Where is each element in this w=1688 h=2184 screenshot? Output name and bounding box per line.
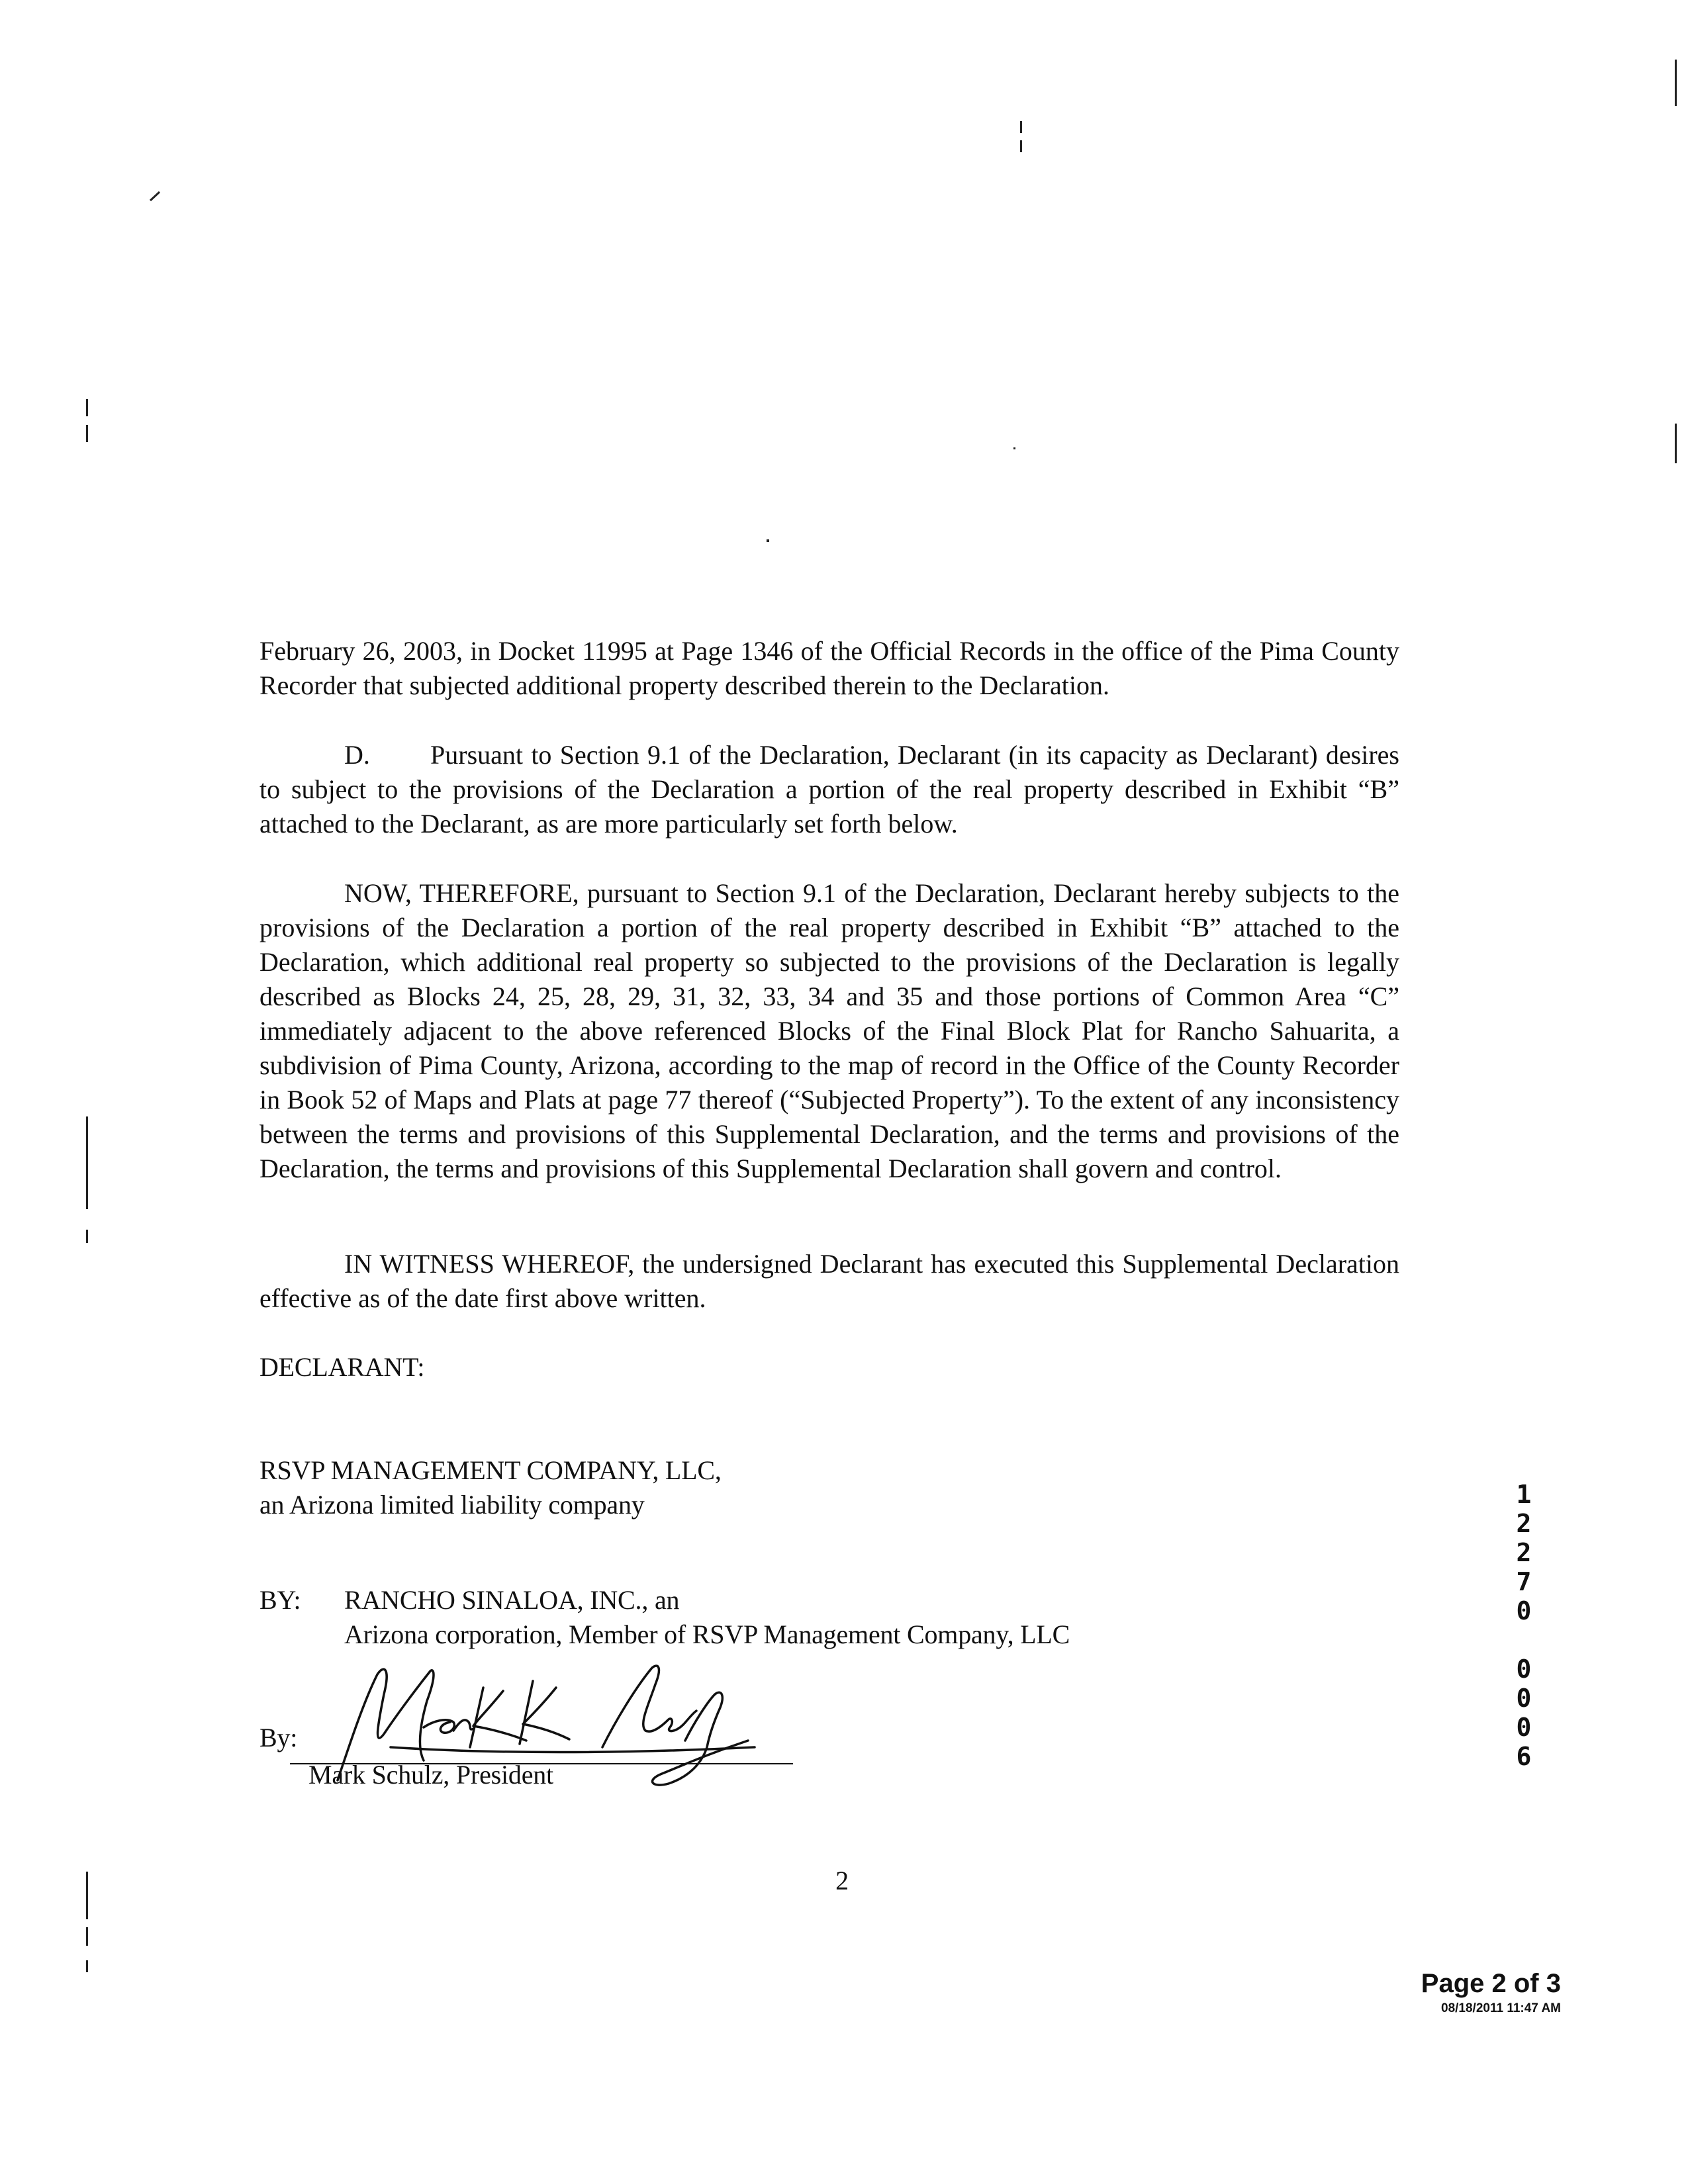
now-therefore-paragraph: NOW, THEREFORE, pursuant to Section 9.1 of the Declaration, Declarant hereby subjects to the provisions of the Declaration a portion of the real property described in Exhibit “B” attached to the Declaration, which additional real property so subjected to the provisions of the Declaration is legally described as Blocks 24, 25, 28, 29, 31, 32, 33, 34 and 35 and those portions of Common Area “C” immediately adjacent to the above referenced Blocks of the Final Block Plat for Rancho Sahuarita, a subdivision of Pima County, Arizona, according to the map of record in the Office of the County Recorder in Book 52 of Maps and Plats at page 77 thereof (“Subjected Property”). To the extent of any inconsistency between the terms and provisions of this Supplemental Declaration, and the terms and provisions of the Declaration, the terms and provisions of this Supplemental Declaration shall govern and control. <box>259 878 1399 1183</box>
footer-timestamp: 08/18/2011 11:47 AM <box>1441 2001 1561 2015</box>
declarant-label: DECLARANT: <box>259 1352 425 1382</box>
signature-by-label: By: <box>259 1723 298 1752</box>
recorder-stamp-digit <box>1511 1625 1537 1655</box>
by-label: BY: <box>259 1585 301 1615</box>
scan-mark <box>767 539 769 542</box>
paragraph-d-text: Pursuant to Section 9.1 of the Declaration, Declarant (in its capacity as Declarant) desires to subject to the provisions of the Declaration a portion of the real property described in Exhibit “B” attached to the Declarant, as are more particularly set forth below. <box>259 740 1399 839</box>
by-entity: RANCHO SINALOA, INC., an <box>344 1585 680 1615</box>
paragraph-d-letter: D. <box>344 740 370 770</box>
scan-mark <box>1013 447 1015 449</box>
scan-mark <box>86 425 88 442</box>
scan-mark <box>86 1116 88 1209</box>
scan-mark <box>1020 140 1022 152</box>
intro-paragraph: February 26, 2003, in Docket 11995 at Page 1346 of the Official Records in the office of the Pima County Recorder that subjected additional property described therein to the Declaration. <box>259 636 1399 700</box>
scan-mark <box>86 399 88 416</box>
recorder-stamp-digit: 2 <box>1516 1538 1532 1567</box>
recorder-stamp-digit: 0 <box>1516 1655 1532 1684</box>
page-number: 2 <box>835 1866 849 1895</box>
recorder-stamp-digit: 7 <box>1516 1567 1532 1596</box>
recorder-stamp-digit: 2 <box>1516 1509 1532 1538</box>
scan-mark <box>86 1927 88 1946</box>
scan-mark <box>1675 424 1677 463</box>
signer-name-title: Mark Schulz, President <box>308 1760 553 1790</box>
scan-mark <box>1675 60 1677 106</box>
by-entity-description: Arizona corporation, Member of RSVP Management Company, LLC <box>344 1619 1070 1649</box>
recorder-stamp-digit: 0 <box>1516 1713 1532 1742</box>
scan-mark <box>86 1230 88 1243</box>
scan-mark <box>149 190 162 203</box>
in-witness-paragraph: IN WITNESS WHEREOF, the undersigned Declarant has executed this Supplemental Declaration effective as of the date first above written. <box>259 1249 1399 1313</box>
recorder-stamp-digit: 0 <box>1516 1684 1532 1713</box>
company-description: an Arizona limited liability company <box>259 1490 645 1520</box>
company-name: RSVP MANAGEMENT COMPANY, LLC, <box>259 1455 722 1485</box>
recorder-stamp-number <box>1511 1480 1537 1771</box>
footer-page-count: Page 2 of 3 <box>1421 1969 1561 1998</box>
scan-mark <box>86 1872 88 1919</box>
recorder-stamp-digit: 6 <box>1516 1742 1532 1771</box>
recorder-stamp-digit: 1 <box>1516 1480 1532 1509</box>
paragraph-d <box>259 738 1399 841</box>
recorder-stamp-digit: 0 <box>1516 1596 1532 1625</box>
scan-mark <box>86 1960 88 1972</box>
scan-mark <box>1020 121 1022 133</box>
